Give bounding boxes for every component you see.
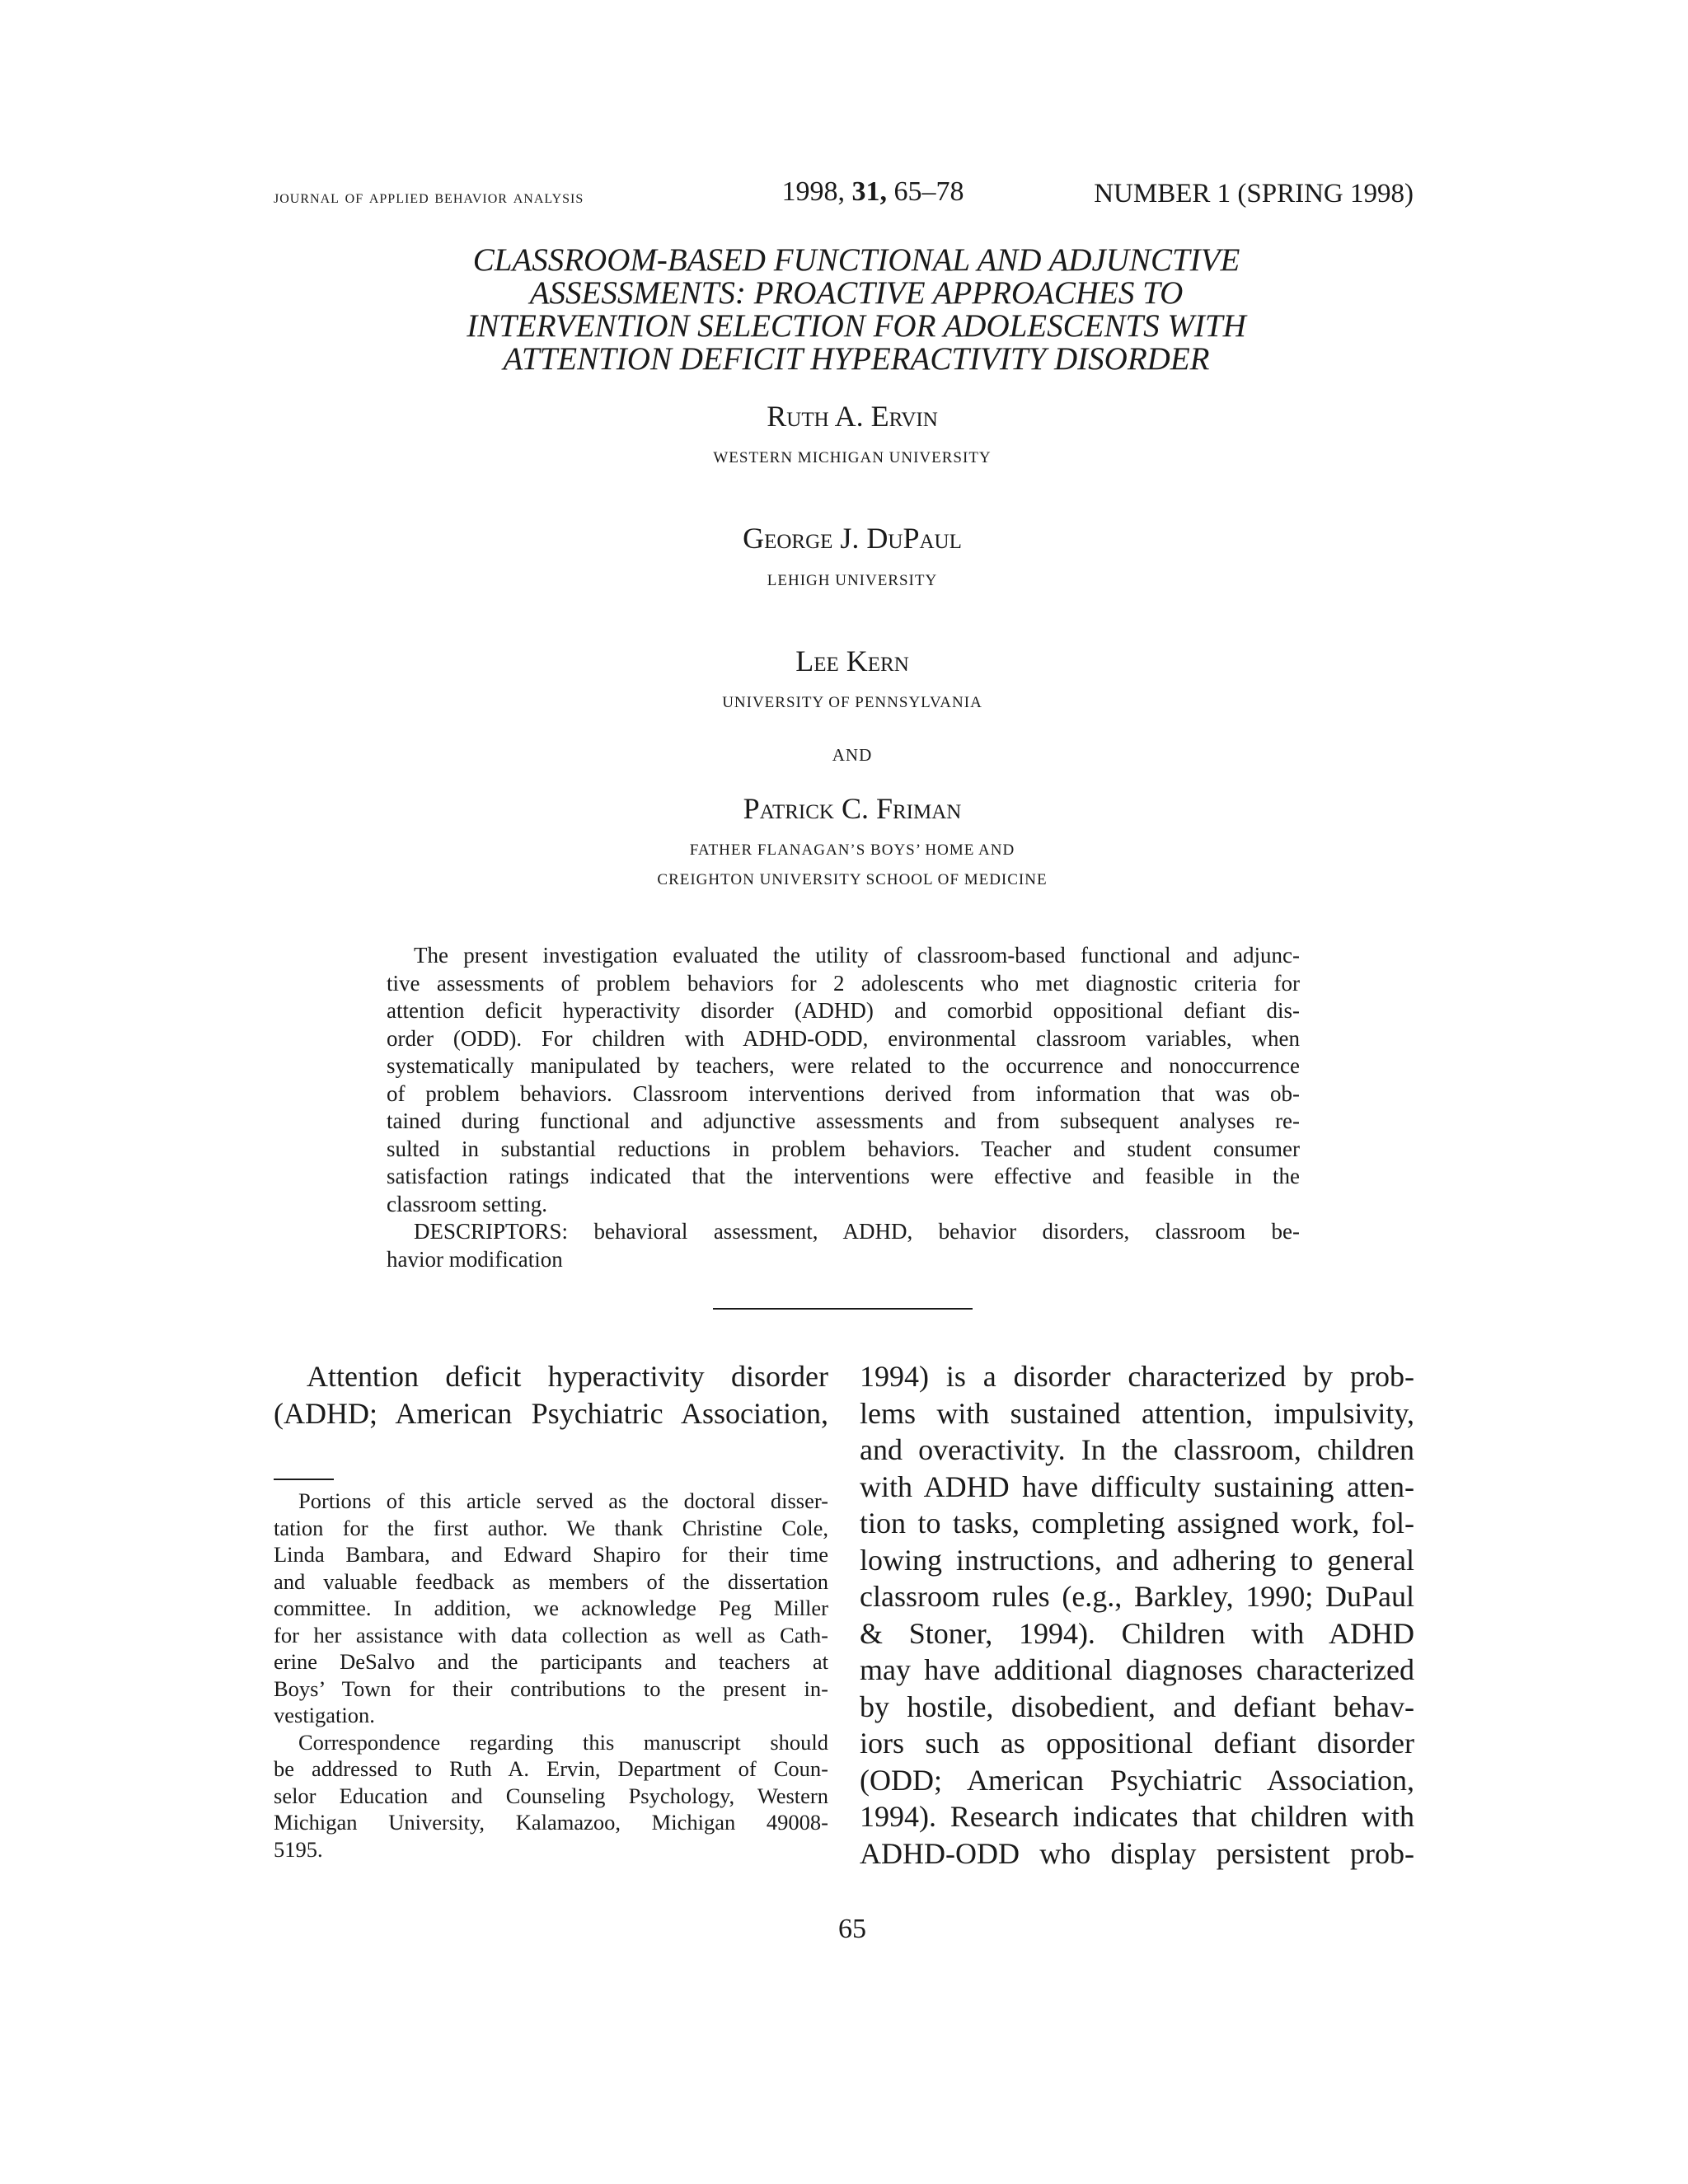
body-line: Attention deficit hyperactivity disorder (307, 1360, 828, 1393)
footnote-line: Portions of this article served as the doctoral disser- (298, 1488, 828, 1513)
body-line: and overactivity. In the classroom, children (860, 1433, 1414, 1466)
footnote-line: Correspondence regarding this manuscript should (298, 1729, 828, 1755)
body-line: ADHD-ODD who display persistent prob- (860, 1836, 1414, 1870)
body-line: lowing instructions, and adhering to general (860, 1543, 1414, 1577)
footnote-line: be addressed to Ruth A. Ervin, Department of Coun- (274, 1756, 828, 1781)
footnote-line: for her assistance with data collection as well as Cath- (274, 1622, 828, 1647)
author-affiliation: FATHER FLANAGAN’S BOYS’ HOME AND (689, 841, 1015, 859)
body-line: iors such as oppositional defiant disorder (860, 1727, 1414, 1760)
abstract-line: The present investigation evaluated the utility of classroom-based functional and adjunc- (414, 943, 1300, 968)
abstract-line: order (ODD). For children with ADHD-ODD, environmental classroom variables, when (387, 1025, 1300, 1051)
body-line: may have additional diagnoses characterized (860, 1653, 1414, 1686)
body-line: with ADHD have difficulty sustaining atten- (860, 1469, 1414, 1503)
body-line: 1994) is a disorder characterized by prob- (860, 1360, 1414, 1393)
journal-name: journal of applied behavior analysis (274, 186, 584, 207)
footnote-rule (274, 1479, 334, 1480)
section-divider (713, 1308, 973, 1310)
page-number: 65 (838, 1914, 866, 1944)
author-name: George J. DuPaul (743, 522, 962, 555)
abstract-line: systematically manipulated by teachers, were related to the occurrence and nonoccurrence (387, 1053, 1300, 1078)
body-line: classroom rules (e.g., Barkley, 1990; DuPaul (860, 1580, 1414, 1613)
citation-pages: 65–78 (893, 176, 964, 207)
body-line: (ODD; American Psychiatric Association, (860, 1763, 1414, 1797)
article-title (0, 244, 1688, 376)
author-name: Lee Kern (795, 644, 909, 677)
citation-volume: 31, (851, 176, 887, 207)
abstract-line: tive assessments of problem behaviors for 2 adolescents who met diagnostic criteria for (387, 970, 1300, 996)
footnotes (274, 1488, 828, 1863)
descriptors-line: havior modification (387, 1246, 563, 1272)
abstract-line: attention deficit hyperactivity disorder (ADHD) and comorbid oppositional defiant dis- (387, 998, 1300, 1023)
body-line: & Stoner, 1994). Children with ADHD (860, 1616, 1414, 1650)
title-line: INTERVENTION SELECTION FOR ADOLESCENTS WITH (467, 308, 1246, 344)
footnote-line: 5195. (274, 1836, 323, 1862)
footnote-line: Michigan University, Kalamazoo, Michigan 49008- (274, 1810, 828, 1835)
footnote-line: erine DeSalvo and the participants and teachers at (274, 1649, 828, 1674)
footnote-line: selor Education and Counseling Psychology, Western (274, 1783, 828, 1808)
footnote-line: Boys’ Town for their contributions to the present in- (274, 1675, 828, 1701)
abstract-line: classroom setting. (387, 1191, 547, 1216)
footnote-line: tation for the first author. We thank Christine Cole, (274, 1515, 828, 1540)
body-line: tion to tasks, completing assigned work, fol- (860, 1507, 1414, 1540)
abstract-line: sulted in substantial reductions in problem behaviors. Teacher and student consumer (387, 1136, 1300, 1161)
author-name: Patrick C. Friman (743, 792, 962, 825)
issue-info: NUMBER 1 (SPRING 1998) (1094, 179, 1414, 209)
footnote-line: Linda Bambara, and Edward Shapiro for their time (274, 1542, 828, 1567)
body-line: by hostile, disobedient, and defiant behav- (860, 1690, 1414, 1723)
abstract-line: of problem behaviors. Classroom interventions derived from information that was ob- (387, 1080, 1300, 1106)
body-column-left (274, 1358, 828, 1432)
and-separator: AND (832, 745, 873, 765)
body-column-right (860, 1358, 1414, 1872)
body-line: 1994). Research indicates that children with (860, 1800, 1414, 1833)
author-affiliation: LEHIGH UNIVERSITY (767, 572, 938, 589)
footnote-line: and valuable feedback as members of the dissertation (274, 1568, 828, 1594)
title-line: ATTENTION DEFICIT HYPERACTIVITY DISORDER (503, 341, 1210, 377)
author-affiliation: UNIVERSITY OF PENNSYLVANIA (722, 694, 982, 711)
author-affiliation: CREIGHTON UNIVERSITY SCHOOL OF MEDICINE (657, 871, 1048, 888)
author-name: Ruth A. Ervin (767, 400, 938, 433)
footnote-line: committee. In addition, we acknowledge Peg Miller (274, 1596, 828, 1620)
body-line: lems with sustained attention, impulsivity, (860, 1396, 1414, 1430)
descriptors-line: DESCRIPTORS: behavioral assessment, ADHD, behavior disorders, classroom be- (414, 1219, 1300, 1244)
footnote-line: vestigation. (274, 1703, 375, 1727)
author-affiliation: WESTERN MICHIGAN UNIVERSITY (713, 449, 992, 466)
abstract (387, 942, 1300, 1273)
abstract-line: tained during functional and adjunctive assessments and from subsequent analyses re- (387, 1108, 1300, 1133)
body-line: (ADHD; American Psychiatric Association, (274, 1396, 828, 1430)
abstract-line: satisfaction ratings indicated that the interventions were effective and feasible in the (387, 1164, 1300, 1188)
citation (0, 176, 1688, 208)
title-line: ASSESSMENTS: PROACTIVE APPROACHES TO (529, 275, 1184, 311)
title-line: CLASSROOM-BASED FUNCTIONAL AND ADJUNCTIVE (472, 242, 1240, 278)
citation-year: 1998, (781, 176, 845, 207)
